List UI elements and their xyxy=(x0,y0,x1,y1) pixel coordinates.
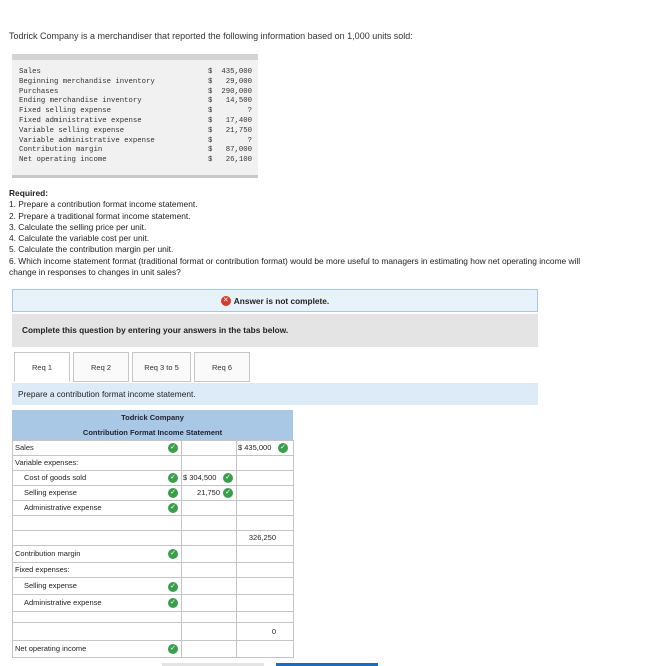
sales-value[interactable]: $ 435,000 xyxy=(238,443,272,452)
given-row-amount: 21,750 xyxy=(225,126,252,135)
total-fixed-value[interactable]: 0 xyxy=(271,627,276,636)
given-row-label: Net operating income xyxy=(19,156,107,165)
given-row-currency: $ xyxy=(208,136,213,145)
given-row-label: Variable administrative expense xyxy=(19,136,155,145)
given-row-amount: ? xyxy=(247,107,252,116)
column-divider xyxy=(236,440,237,658)
row-line xyxy=(12,500,293,501)
check-icon: ✓ xyxy=(168,549,178,559)
check-icon: ✓ xyxy=(223,488,233,498)
required-heading: Required: xyxy=(9,188,49,198)
row-line xyxy=(12,577,293,578)
check-icon: ✓ xyxy=(168,598,178,608)
fixed-expenses-label[interactable]: Fixed expenses: xyxy=(15,565,70,574)
req-prompt-bar xyxy=(12,383,538,405)
requirement-item: 6. Which income statement format (traditional format or contribution format) would be more useful to managers in estimating how net operating income will change in responses to changes in unit sales? xyxy=(9,255,581,278)
instruction-text: Complete this question by entering your answers in the tabs below. xyxy=(22,325,289,335)
row-line xyxy=(12,545,293,546)
cogs-value[interactable]: $ 304,500 xyxy=(183,473,217,482)
row-line xyxy=(12,594,293,595)
row-line xyxy=(12,485,293,486)
problem-intro: Todrick Company is a merchandiser that reported the following information based on 1,000 units sold: xyxy=(9,31,413,41)
check-icon: ✓ xyxy=(168,443,178,453)
given-row-label: Fixed administrative expense xyxy=(19,117,142,125)
row-line xyxy=(12,657,293,658)
given-row-currency: $ xyxy=(208,87,213,96)
given-row-label: Fixed selling expense xyxy=(19,107,111,116)
requirement-item: 1. Prepare a contribution format income statement. xyxy=(9,199,198,210)
requirement-item: 3. Calculate the selling price per unit. xyxy=(9,221,147,232)
given-row-amount: 17,400 xyxy=(225,117,252,125)
cogs-label[interactable]: Cost of goods sold xyxy=(24,473,87,482)
tab-req-2[interactable]: Req 2 xyxy=(73,352,129,382)
given-row-label: Purchases xyxy=(19,87,59,96)
given-row xyxy=(12,106,258,116)
given-row-currency: $ xyxy=(208,146,213,155)
answer-status-text: Answer is not complete. xyxy=(233,295,330,306)
given-row-label: Contribution margin xyxy=(19,146,103,155)
variable-selling-value[interactable]: 21,750 xyxy=(197,488,220,497)
given-row-currency: $ xyxy=(208,126,213,135)
tab-req-3-to-5[interactable]: Req 3 to 5 xyxy=(132,352,191,382)
row-line xyxy=(12,455,293,456)
variable-selling-label[interactable]: Selling expense xyxy=(24,488,77,497)
requirement-item: 2. Prepare a traditional format income statement. xyxy=(9,210,191,221)
given-row-currency: $ xyxy=(208,117,213,125)
given-row-label: Variable selling expense xyxy=(19,126,125,135)
row-line xyxy=(12,622,293,623)
row-line xyxy=(12,562,293,563)
given-row-amount: 435,000 xyxy=(221,68,252,76)
check-icon: ✓ xyxy=(278,443,288,453)
req-prompt-text: Prepare a contribution format income statement. xyxy=(18,389,196,399)
fixed-admin-label[interactable]: Administrative expense xyxy=(24,598,102,607)
check-icon: ✓ xyxy=(168,644,178,654)
given-row-currency: $ xyxy=(208,97,213,106)
given-row-amount: 290,000 xyxy=(221,87,252,96)
statement-title: Contribution Format Income Statement xyxy=(12,425,293,440)
check-icon: ✓ xyxy=(168,503,178,513)
row-line xyxy=(12,470,293,471)
given-row-label: Sales xyxy=(19,68,41,76)
row-line xyxy=(12,611,293,612)
variable-expenses-label[interactable]: Variable expenses: xyxy=(15,458,79,467)
total-variable-value[interactable]: 326,250 xyxy=(248,533,276,542)
requirement-item: 4. Calculate the variable cost per unit. xyxy=(9,233,150,244)
column-divider xyxy=(181,440,182,658)
given-row xyxy=(12,67,258,77)
check-icon: ✓ xyxy=(168,582,178,592)
given-row xyxy=(12,126,258,136)
given-data-table xyxy=(12,54,258,178)
row-line xyxy=(12,530,293,531)
given-row-amount: 87,000 xyxy=(225,146,252,155)
check-icon: ✓ xyxy=(168,473,178,483)
sales-label[interactable]: Sales xyxy=(15,443,34,452)
tab-req-6[interactable]: Req 6 xyxy=(194,352,250,382)
requirement-item: 5. Calculate the contribution margin per unit. xyxy=(9,244,174,255)
row-line xyxy=(12,515,293,516)
given-row-currency: $ xyxy=(208,107,213,116)
cm-label[interactable]: Contribution margin xyxy=(15,549,81,558)
check-icon: ✓ xyxy=(223,473,233,483)
error-x-icon: ✕ xyxy=(221,296,231,306)
given-row xyxy=(12,136,258,146)
given-row-label: Ending merchandise inventory xyxy=(19,97,142,106)
requirements xyxy=(9,188,609,278)
row-line xyxy=(12,440,293,441)
given-row-currency: $ xyxy=(208,77,213,86)
given-row xyxy=(12,145,258,155)
given-row-amount: 14,500 xyxy=(225,97,252,106)
statement-company: Todrick Company xyxy=(12,410,293,425)
variable-admin-label[interactable]: Administrative expense xyxy=(24,503,102,512)
check-icon: ✓ xyxy=(168,488,178,498)
given-row-label: Beginning merchandise inventory xyxy=(19,77,155,86)
tab-req-1[interactable]: Req 1 xyxy=(14,352,70,382)
given-row-amount: 26,100 xyxy=(225,156,252,165)
given-row-currency: $ xyxy=(208,156,213,165)
given-row xyxy=(12,96,258,106)
given-row-amount: 29,000 xyxy=(225,77,252,86)
given-row xyxy=(12,77,258,87)
answer-status-banner xyxy=(12,289,538,312)
instruction-bar xyxy=(12,314,538,347)
given-row-amount: ? xyxy=(247,136,252,145)
given-row-currency: $ xyxy=(208,68,213,76)
fixed-selling-label[interactable]: Selling expense xyxy=(24,581,77,590)
given-row xyxy=(12,87,258,97)
given-row xyxy=(12,155,258,165)
row-line xyxy=(12,640,293,641)
column-divider xyxy=(12,440,13,658)
noi-label[interactable]: Net operating income xyxy=(15,644,87,653)
column-divider xyxy=(293,440,294,658)
given-row xyxy=(12,116,258,126)
